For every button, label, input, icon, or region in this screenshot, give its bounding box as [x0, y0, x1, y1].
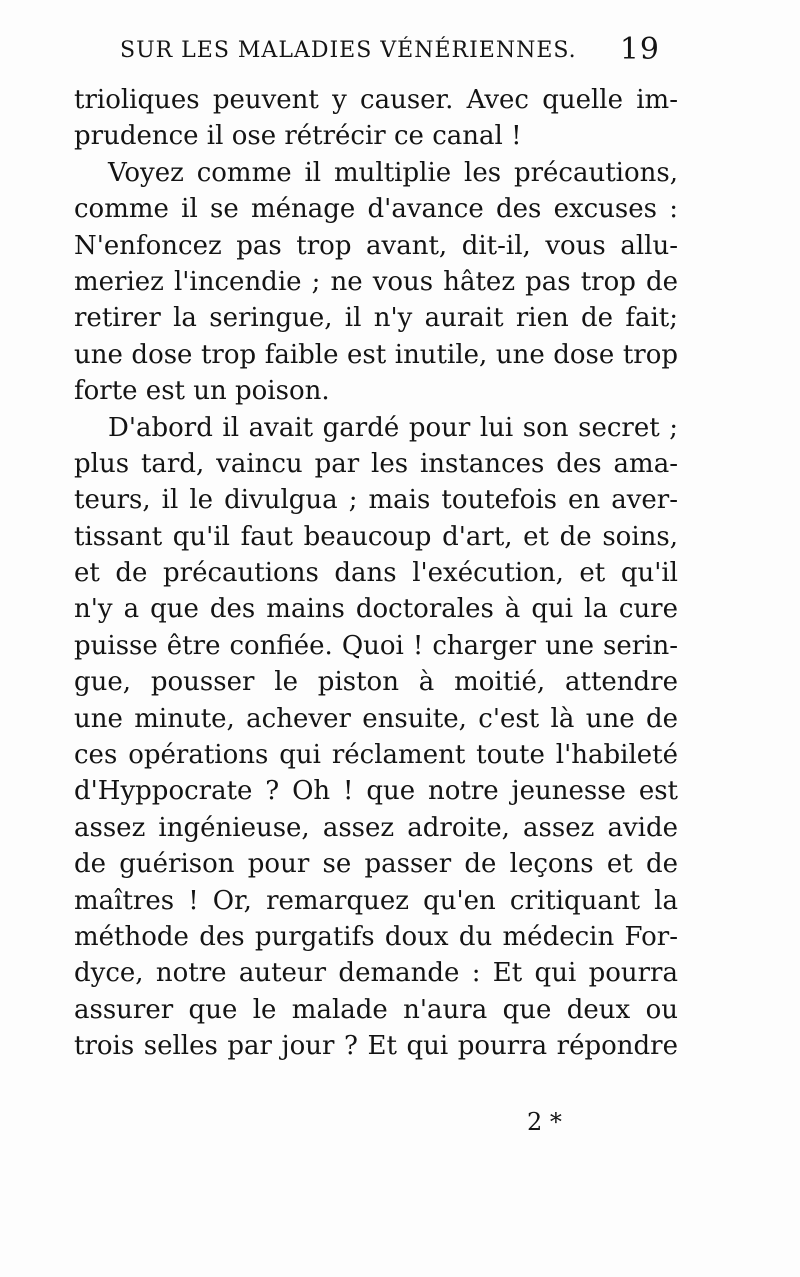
signature-mark: 2 * — [527, 1108, 562, 1136]
text-line: maîtres ! Or, remarquez qu'en critiquant la — [74, 885, 678, 916]
text-line: une minute, achever ensuite, c'est là une de — [74, 703, 678, 734]
text-line: meriez l'incendie ; ne vous hâtez pas trop de — [74, 266, 678, 297]
text-line: n'y a que des mains doctorales à qui la cure — [74, 594, 678, 625]
text-line: dyce, notre auteur demande : Et qui pourra — [74, 958, 678, 989]
text-line: de guérison pour se passer de leçons et de — [74, 849, 678, 880]
text-line: méthode des purgatifs doux du médecin For- — [74, 921, 678, 952]
text-line: N'enfoncez pas trop avant, dit-il, vous allu- — [74, 230, 678, 261]
text-line: assurer que le malade n'aura que deux ou — [74, 994, 678, 1025]
text-line: une dose trop faible est inutile, une dose trop — [74, 339, 678, 370]
text-line: D'abord il avait gardé pour lui son secret ; — [108, 412, 678, 443]
text-line: trois selles par jour ? Et qui pourra répondre — [74, 1031, 678, 1062]
page-number: 19 — [619, 32, 660, 67]
text-line: plus tard, vaincu par les instances des ama- — [74, 448, 678, 479]
text-line: ces opérations qui réclament toute l'habileté — [74, 740, 678, 771]
text-line: prudence il ose rétrécir ce canal ! — [74, 121, 522, 152]
text-line: trioliques peuvent y causer. Avec quelle im- — [74, 85, 678, 115]
text-line: tissant qu'il faut beaucoup d'art, et de soins, — [74, 521, 678, 552]
text-line: puisse être confiée. Quoi ! charger une serin- — [74, 630, 678, 661]
text-line: Voyez comme il multiplie les précautions, — [108, 157, 678, 188]
text-line: teurs, il le divulgua ; mais toutefois en aver- — [74, 485, 678, 516]
text-line: et de précautions dans l'exécution, et qu'il — [74, 558, 678, 589]
text-line: forte est un poison. — [74, 376, 330, 407]
text-line: d'Hyppocrate ? Oh ! que notre jeunesse est — [74, 776, 678, 807]
text-line: assez ingénieuse, assez adroite, assez avide — [74, 812, 678, 843]
body-text — [74, 82, 678, 1065]
page-header — [120, 32, 660, 67]
text-line: gue, pousser le piston à moitié, attendre — [74, 667, 678, 698]
text-line: retirer la seringue, il n'y aurait rien de fait; — [74, 303, 678, 334]
running-head: SUR LES MALADIES VÉNÉRIENNES. — [120, 38, 577, 63]
text-line: comme il se ménage d'avance des excuses : — [74, 194, 678, 225]
